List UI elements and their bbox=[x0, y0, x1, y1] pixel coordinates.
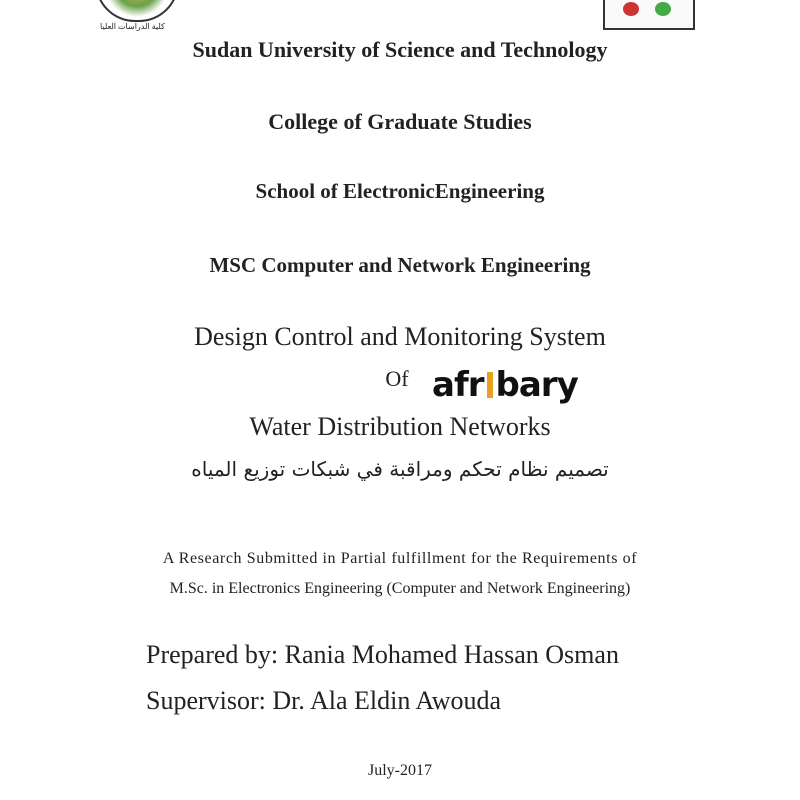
date: July-2017 bbox=[368, 762, 432, 779]
prepared-by: Prepared by: Rania Mohamed Hassan Osman bbox=[146, 640, 619, 669]
thesis-title-line3: Water Distribution Networks bbox=[249, 412, 551, 441]
afribary-watermark: afr bary bbox=[432, 365, 578, 405]
submission-statement-line2: M.Sc. in Electronics Engineering (Computer and Network Engineering) bbox=[169, 580, 631, 597]
university-logo bbox=[603, 0, 695, 30]
college-name: College of Graduate Studies bbox=[268, 109, 532, 134]
college-logo-caption: كلية الدراسات العليا bbox=[100, 22, 165, 31]
thesis-title-line1: Design Control and Monitoring System bbox=[194, 322, 606, 351]
thesis-title-line2: Of bbox=[385, 366, 409, 391]
school-name: School of ElectronicEngineering bbox=[255, 179, 545, 203]
supervisor: Supervisor: Dr. Ala Eldin Awouda bbox=[146, 686, 502, 715]
thesis-title-arabic: تصميم نظام تحكم ومراقبة في شبكات توزيع المياه bbox=[191, 457, 609, 481]
pencil-icon bbox=[487, 372, 493, 398]
university-name: Sudan University of Science and Technology bbox=[192, 37, 608, 62]
program-name: MSC Computer and Network Engineering bbox=[209, 253, 591, 277]
college-logo bbox=[95, 0, 179, 22]
submission-statement-line1: A Research Submitted in Partial fulfillment for the Requirements of bbox=[162, 550, 638, 567]
